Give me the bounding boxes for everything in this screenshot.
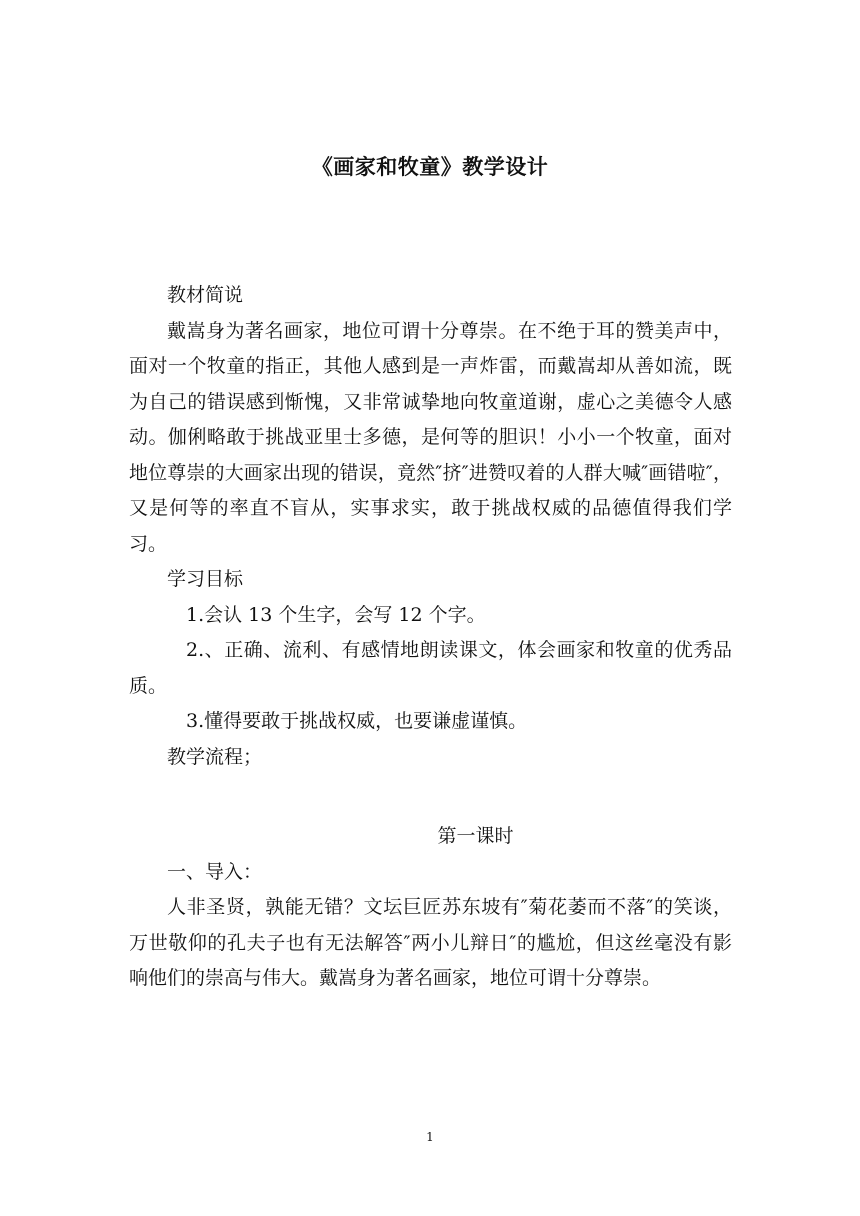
goal-item-3: 3.懂得要敢于挑战权威，也要谦虚谨慎。 xyxy=(186,710,528,732)
section-heading-teaching-flow: 教学流程； xyxy=(167,745,263,768)
goal-item-2: 2.、正确、流利、有感情地朗读课文，体会画家和牧童的优秀品质。 xyxy=(129,639,732,697)
document-title: 《画家和牧童》教学设计 xyxy=(311,154,549,179)
lesson-heading: 第一课时 xyxy=(437,825,514,847)
page-number: 1 xyxy=(426,1130,434,1144)
paragraph-textbook-intro: 戴嵩身为著名画家，地位可谓十分尊崇。在不绝于耳的赞美声中，面对一个牧童的指正，其他人感到是一声炸雷，而戴嵩却从善如流，既为自己的错误感到惭愧，又非常诚挚地向牧童道谢，虚心之美德令人感动。伽俐略敢于挑战亚里士多德，是何等的胆识！小小一个牧童，面对地位尊崇的大画家出现的错误，竟然″挤″进赞叹着的人群大喊″画错啦″，又是何等的率直不盲从，实事求实，敢于挑战权威的品德值得我们学习。 xyxy=(129,319,732,555)
spacer xyxy=(129,775,732,819)
section-heading-textbook-intro: 教材简说 xyxy=(167,284,244,306)
document-body xyxy=(129,278,732,997)
section-heading-introduction: 一、导入： xyxy=(167,860,263,883)
paragraph-introduction: 人非圣贤，孰能无错？文坛巨匠苏东坡有″菊花萎而不落″的笑谈，万世敬仰的孔夫子也有无法解答″两小儿辩日″的尴尬，但这丝毫没有影响他们的崇高与伟大。戴嵩身为著名画家，地位可谓十分尊崇。 xyxy=(129,896,732,989)
section-heading-learning-goals: 学习目标 xyxy=(167,568,244,590)
goal-item-1: 1.会认 13 个生字，会写 12 个字。 xyxy=(186,603,486,626)
